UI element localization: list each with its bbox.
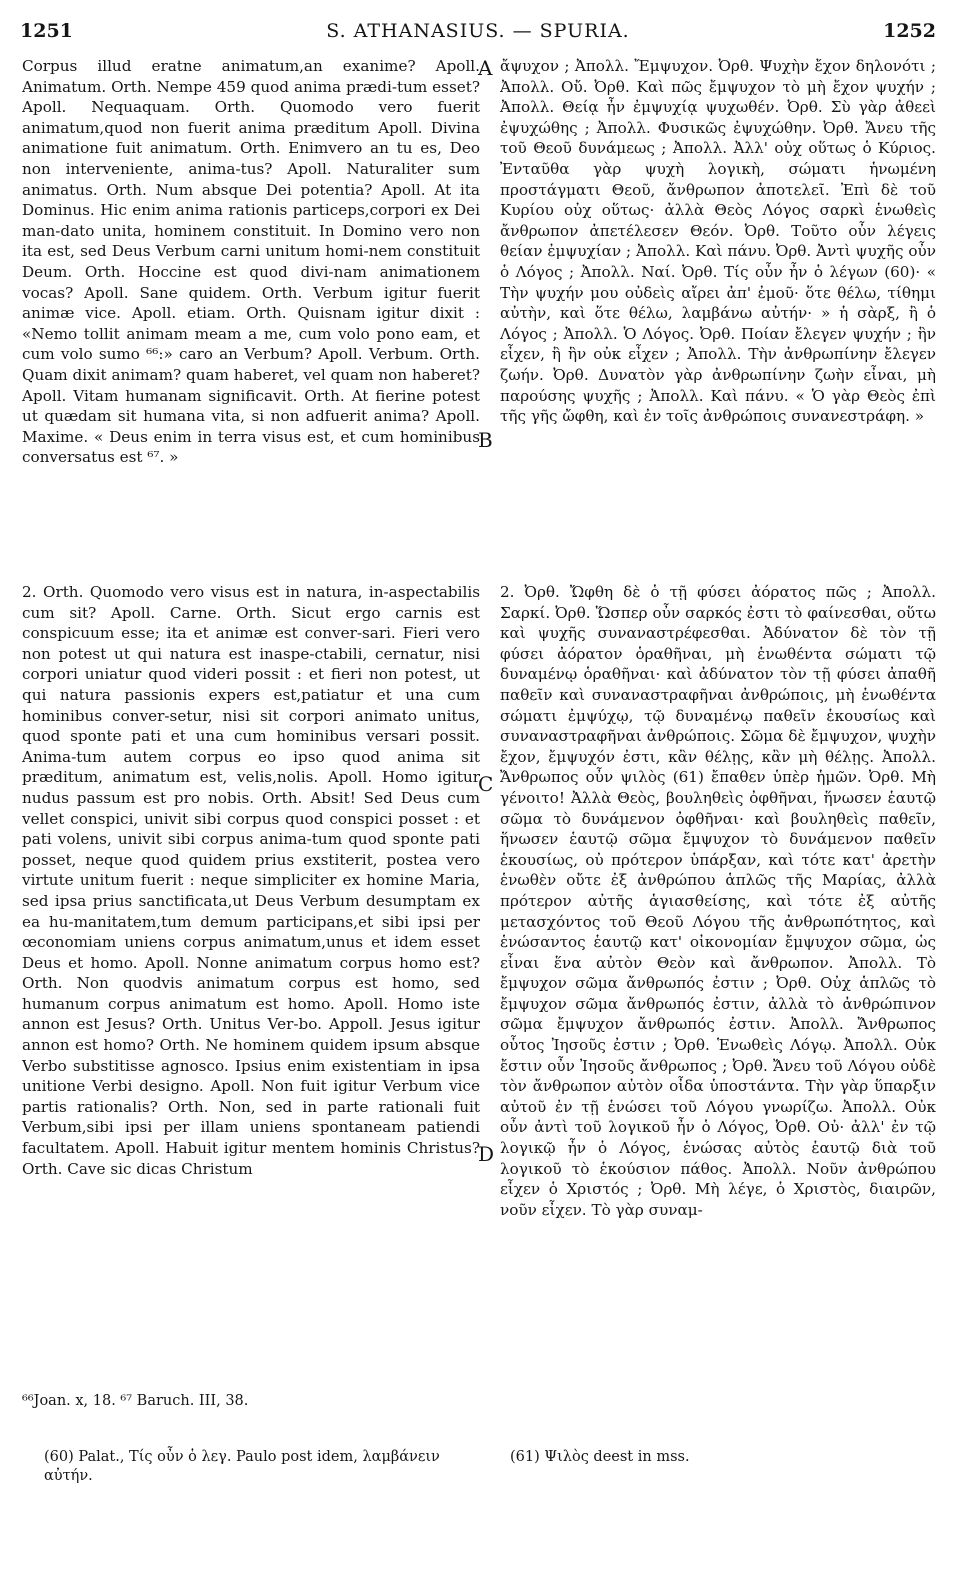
- section-marker-b: B: [478, 428, 493, 452]
- critical-note-61: (61) Ψιλὸς deest in mss.: [510, 1449, 690, 1465]
- page-header: [20, 20, 936, 48]
- latin-paragraph-2: 2. Orth. Quomodo vero visus est in natura, in-aspectabilis cum sit? Apoll. Carne. Orth. Sicut ergo carnis est conspicuum esse; ita et animæ est conver-sari. Fieri vero non potest ut qui natura est inaspe-ctabili, cernatur, nisi corpori uniatur quod videri possit : et fieri non potest, ut qui natura passionis expers est,patiatur et una cum hominibus conver-setur, nisi sit corpori animato unitus, quod sponte pati et una cum hominibus versari possit. Anima-tum autem corpus eo ipso quod anima sit præditum, animatum est, velis,nolis. Apoll. Homo igitur nudus passum est pro nobis. Orth. Absit! Sed Deus cum vellet conspici, univit sibi corpus quod conspici posset : et pati volens, univit sibi corpus anima-tum quod sponte pati posset, neque quod quidem prius exstiterit, postea vero virtute unitum fuerit : neque simpliciter ex homine Maria, sed ipsa prius sanctificata,ut Deus Verbum desumptam ex ea hu-manitatem,tum demum participans,et sibi ipsi per œconomiam uniens corpus animatum,unus et idem esset Deus et homo. Apoll. Nonne animatum corpus homo est? Orth. Non quodvis animatum corpus est homo, sed humanum corpus animatum est homo. Apoll. Homo iste annon est Jesus? Orth. Unitus Ver-bo. Appoll. Jesus igitur annon est homo? Orth. Ne hominem quidem ipsum absque Verbo substitisse agnosco. Ipsius enim existentiam in ipsa unitione Verbi designo. Apoll. Non fuit igitur Verbum vice partis rationalis? Orth. Non, sed in parte rationali fuit Verbum,sibi ipsi per illam uniens spontaneam patiendi facultatem. Apoll. Habuit igitur mentem hominis Christus? Orth. Cave sic dicas Christum: [22, 583, 480, 1178]
- greek-paragraph-2: 2. Ὀρθ. Ὤφθη δὲ ὁ τῇ φύσει ἀόρατος πῶς ; Ἀπολλ. Σαρκί. Ὀρθ. Ὥσπερ οὖν σαρκός ἐστι τὸ φαίνεσθαι, οὕτω καὶ ψυχῆς συναναστρέφεσθαι. Ἀδύνατον δὲ τὸν τῇ φύσει ἀόρατον ὁραθῆναι, μὴ ἑνωθέντα σώματι τῷ δυναμένῳ ὁραθῆναι· καὶ ἀδύνατον τὸν τῇ φύσει ἀπαθῆ παθεῖν καὶ συναναστραφῆναι ἀνθρώποις, μὴ ἑνωθέντα σώματι ἐμψύχῳ, τῷ δυναμένῳ παθεῖν ἑκουσίως καὶ συναναστραφῆναι ἀνθρώποις. Σῶμα δὲ ἔμψυχον, ψυχὴν ἔχον, ἔμψυχόν ἐστι, κἂν θέλῃς, κἂν μὴ θέλῃς. Ἀπολλ. Ἄνθρωπος οὖν ψιλὸς (61) ἔπαθεν ὑπὲρ ἡμῶν. Ὀρθ. Μὴ γένοιτο! Ἀλλὰ Θεὸς, βουληθεὶς ὀφθῆναι, ἥνωσεν ἑαυτῷ σῶμα τὸ δυνάμενον ὀφθῆναι· καὶ βουληθεὶς παθεῖν, ἥνωσεν ἑαυτῷ σῶμα ἔμψυχον τὸ δυνάμενον παθεῖν ἑκουσίως, οὐ πρότερον ὑπάρξαν, καὶ τότε κατ' ἀρετὴν ἑνωθὲν οὔτε ἐξ ἀνθρώπου ἁπλῶς τῆς Μαρίας, ἀλλὰ πρότερον αὐτῆς ἁγιασθείσης, καὶ τότε ἐξ αὐτῆς μετασχόντος τοῦ Θεοῦ Λόγου τῆς ἀνθρωπότητος, καὶ ἑνώσαντος ἑαυτῷ κατ' οἰκονομίαν ἔμψυχον σῶμα, ὡς εἶναι ἕνα αὐτὸν Θεὸν καὶ ἄνθρωπον. Ἀπολλ. Τὸ ἔμψυχον σῶμα ἄνθρωπός ἐστιν ; Ὀρθ. Οὐχ ἁπλῶς τὸ ἔμψυχον σῶμα ἄνθρωπός ἐστιν, ἀλλὰ τὸ ἀνθρώπινον σῶμα ἔμψυχον ἄνθρωπός ἐστιν. Ἀπολλ. Ἄνθρωπος οὗτος Ἰησοῦς ἐστιν ; Ὀρθ. Ἑνωθεὶς Λόγῳ. Ἀπολλ. Οὐκ ἔστιν οὖν Ἰησοῦς ἄνθρωπος ; Ὀρθ. Ἄνευ τοῦ Λόγου οὐδὲ τὸν ἄνθρωπον αὐτὸν οἶδα ὑποστάντα. Τὴν γὰρ ὕπαρξιν αὐτοῦ ἐν τῇ ἑνώσει τοῦ Λόγου γνωρίζω. Ἀπολλ. Οὐκ οὖν ἀντὶ τοῦ λογικοῦ ἦν ὁ Λόγος, Ὀρθ. Οὐ· ἀλλ' ἐν τῷ λογικῷ ἦν ὁ Λόγος, ἑνώσας αὐτὸς ἑαυτῷ διὰ τοῦ λογικοῦ τὸ ἑκούσιον πάθος. Ἀπολλ. Νοῦν ἀνθρώπου εἶχεν ὁ Χριστός ; Ὀρθ. Μὴ λέγε, ὁ Χριστὸς, διαιρῶν, νοῦν εἶχεν. Τὸ γὰρ συναμ-: [500, 583, 936, 1219]
- latin-paragraph-1: Corpus illud eratne animatum,an exanime? Apoll. Animatum. Orth. Nempe 459 quod anima prædi-tum esset? Apoll. Nequaquam. Orth. Quomodo vero fuerit animatum,quod non fuerit anima præditum Apoll. Divina animatione fuit animatum. Orth. Enimvero an tu es, Deo non interveniente, anima-tus? Apoll. Naturaliter sum animatus. Orth. Num absque Dei potentia? Apoll. At ita Dominus. Hic enim anima rationis particeps,corpori ex Dei man-dato unita, hominem constituit. In Domino vero non ita est, sed Deus Verbum carni unitum homi-nem constituit Deum. Orth. Hoccine est quod divi-nam animationem vocas? Apoll. Sane quidem. Orth. Verbum igitur fuerit animæ vice. Apoll. etiam. Orth. Quisnam igitur dixit : «Nemo tollit animam meam a me, cum volo pono eam, et cum volo sumo ⁶⁶:» caro an Verbum? Apoll. Verbum. Orth. Quam dixit animam? quam haberet, vel quam non haberet? Apoll. Vitam humanam significavit. Orth. At fierine potest ut quædam sit humana vita, si non adfuerit anima? Apoll. Maxime. « Deus enim in terra visus est, et cum hominibus conversatus est ⁶⁷. »: [22, 57, 480, 467]
- latin-column-bottom: [22, 582, 480, 1179]
- section-marker-d: D: [478, 1142, 495, 1166]
- critical-note-60: (60) Palat., Τίς οὖν ὁ λεγ. Paulo post idem, λαμβάνειν αὐτήν.: [44, 1449, 440, 1484]
- scripture-footnotes: ⁶⁶Joan. x, 18. ⁶⁷ Baruch. III, 38.: [22, 1393, 249, 1409]
- greek-paragraph-1: ἄψυχον ; Ἀπολλ. Ἔμψυχον. Ὀρθ. Ψυχὴν ἔχον δηλονότι ; Ἀπολλ. Οὔ. Ὀρθ. Καὶ πῶς ἔμψυχον τὸ μὴ ἔχον ψυχήν ; Ἀπολλ. Θείᾳ ἦν ἐμψυχίᾳ ψυχωθέν. Ὀρθ. Σὺ γὰρ ἀθεεὶ ἐψυχώθης ; Ἀπολλ. Φυσικῶς ἐψυχώθην. Ὀρθ. Ἄνευ τῆς τοῦ Θεοῦ δυνάμεως ; Ἀπολλ. Ἀλλ' οὐχ οὕτως ὁ Κύριος. Ἐνταῦθα γὰρ ψυχὴ λογικὴ, σώματι ἡνωμένη προστάγματι Θεοῦ, ἄνθρωπον ἀποτελεῖ. Ἐπὶ δὲ τοῦ Κυρίου οὐχ οὕτως· ἀλλὰ Θεὸς Λόγος σαρκὶ ἑνωθεὶς ἄνθρωπον ἀπετέλεσεν Θεόν. Ὀρθ. Τοῦτο οὖν λέγεις θείαν ἐμψυχίαν ; Ἀπολλ. Καὶ πάνυ. Ὀρθ. Ἀντὶ ψυχῆς οὖν ὁ Λόγος ; Ἀπολλ. Ναί. Ὀρθ. Τίς οὖν ἦν ὁ λέγων (60)· « Τὴν ψυχήν μου οὐδεὶς αἴρει ἀπ' ἐμοῦ· ὅτε θέλω, τίθημι αὐτὴν, καὶ ὅτε θέλω, λαμβάνω αὐτήν· » ἡ σὰρξ, ἢ ὁ Λόγος ; Ἀπολλ. Ὁ Λόγος. Ὀρθ. Ποίαν ἔλεγεν ψυχήν ; ἣν εἶχεν, ἢ ἣν οὐκ εἶχεν ; Ἀπολλ. Τὴν ἀνθρωπίνην ἔλεγεν ζωήν. Ὀρθ. Δυνατὸν γὰρ ἀνθρωπίνην ζωὴν εἶναι, μὴ παρούσης ψυχῆς ; Ἀπολλ. Καὶ πάνυ. « Ὁ γὰρ Θεὸς ἐπὶ τῆς γῆς ὤφθη, καὶ ἐν τοῖς ἀνθρώποις συνανεστράφη. »: [500, 57, 936, 426]
- greek-column-bottom: [500, 582, 936, 1220]
- section-marker-c: C: [478, 772, 494, 796]
- running-title: S. ATHANASIUS. — SPURIA.: [326, 20, 630, 42]
- latin-column-top: [22, 56, 480, 468]
- left-page-number: 1251: [20, 20, 73, 42]
- greek-column-top: [500, 56, 936, 427]
- right-page-number: 1252: [883, 20, 936, 42]
- section-marker-a: A: [478, 56, 493, 80]
